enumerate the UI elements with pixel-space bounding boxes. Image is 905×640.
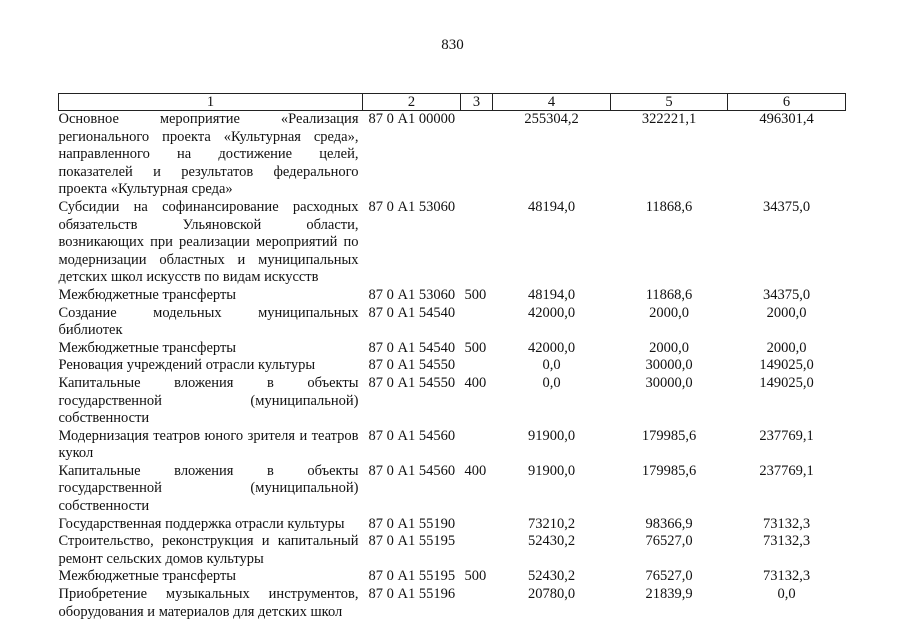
row-name: Государственная поддержка отрасли культуры [58, 515, 345, 532]
row-code: 87 0 А1 54540 [368, 304, 456, 321]
row-value-col4: 255304,2 [524, 111, 579, 127]
row-expense-type [461, 305, 493, 340]
row-value-col6: 496301,4 [759, 111, 814, 127]
row-expense-type [461, 586, 493, 621]
row-code: 87 0 А1 55195 [368, 568, 456, 585]
row-expense-type [461, 516, 493, 534]
row-value-col5: 30000,0 [645, 374, 693, 391]
row-value-col4: 48194,0 [527, 286, 576, 303]
row-code: 87 0 А1 53060 [368, 198, 456, 215]
table-row [59, 305, 846, 340]
row-value-col4: 42000,0 [527, 339, 576, 356]
row-code: 87 0 А1 54560 [368, 427, 456, 444]
row-value-col5: 2000,0 [649, 339, 689, 356]
header-cell-5: 5 [611, 94, 728, 111]
row-value-col6: 237769,1 [759, 427, 814, 444]
row-expense-type [461, 199, 493, 287]
row-name: Межбюджетные трансферты [58, 568, 237, 585]
table-row [59, 111, 846, 199]
table-header [59, 94, 846, 111]
row-name: Строительство, реконструкция и капитальный ремонт сельских домов культуры [58, 533, 359, 567]
row-name: Капитальные вложения в объекты государственной (муниципальной) собственности [58, 462, 359, 515]
row-value-col4: 0,0 [542, 357, 561, 374]
row-code: 87 0 А1 55195 [368, 533, 456, 550]
budget-table [58, 93, 846, 621]
row-name: Реновация учреждений отрасли культуры [58, 357, 316, 374]
row-value-col5: 98366,9 [645, 515, 693, 532]
row-value-col6: 34375,0 [762, 286, 811, 303]
row-name: Капитальные вложения в объекты государственной (муниципальной) собственности [58, 374, 359, 427]
table-body [59, 111, 846, 622]
table-row [59, 586, 846, 621]
row-value-col4: 0,0 [542, 374, 561, 391]
row-value-col6: 149025,0 [759, 374, 814, 391]
row-value-col5: 179985,6 [641, 462, 697, 479]
row-expense-type: 500 [464, 339, 487, 356]
row-code: 87 0 А1 53060 [368, 286, 456, 303]
row-code: 87 0 А1 55190 [368, 515, 456, 532]
row-code: 87 0 А1 00000 [368, 111, 456, 127]
header-cell-6: 6 [728, 94, 846, 111]
table-row [59, 199, 846, 287]
row-code: 87 0 А1 54550 [368, 357, 456, 374]
row-value-col5: 21839,9 [645, 586, 693, 603]
row-value-col6: 149025,0 [759, 357, 814, 374]
row-expense-type: 400 [464, 462, 487, 479]
row-value-col4: 91900,0 [527, 462, 576, 479]
row-value-col6: 2000,0 [766, 304, 807, 321]
table-row [59, 533, 846, 568]
row-value-col4: 52430,2 [527, 533, 576, 550]
row-value-col6: 34375,0 [762, 198, 811, 215]
row-expense-type: 500 [464, 286, 487, 303]
row-code: 87 0 А1 54550 [368, 374, 456, 391]
header-cell-1: 1 [59, 94, 363, 111]
row-value-col6: 73132,3 [762, 568, 811, 585]
row-value-col4: 48194,0 [527, 198, 576, 215]
row-expense-type [461, 111, 493, 199]
table-row [59, 463, 846, 516]
row-expense-type [461, 428, 493, 463]
row-expense-type [461, 533, 493, 568]
header-cell-4: 4 [493, 94, 611, 111]
row-value-col6: 73132,3 [762, 533, 811, 550]
page-number: 830 [441, 37, 464, 53]
row-name: Основное мероприятие «Реализация регионального проекта «Культурная среда», направленного на достижение целей, показателей и результатов федерального проекта «Культурная среда» [58, 111, 359, 198]
row-value-col4: 42000,0 [527, 304, 576, 321]
row-name: Создание модельных муниципальных библиотек [58, 304, 359, 339]
row-value-col6: 237769,1 [759, 462, 814, 479]
row-name: Межбюджетные трансферты [58, 286, 237, 303]
row-value-col5: 11868,6 [645, 198, 693, 215]
row-value-col5: 30000,0 [645, 357, 693, 374]
row-expense-type: 500 [464, 568, 487, 585]
row-value-col6: 73132,3 [762, 515, 811, 532]
row-name: Субсидии на софинансирование расходных обязательств Ульяновской области, возникающих при реализации мероприятий по модернизации областных и муниципальных детских школ искусств по видам искусств [58, 198, 359, 286]
table-row [59, 287, 846, 305]
row-value-col5: 179985,6 [641, 427, 697, 444]
row-value-col5: 322221,1 [641, 111, 697, 127]
row-value-col5: 76527,0 [645, 568, 693, 585]
table-row [59, 375, 846, 428]
row-expense-type [461, 357, 493, 375]
table-row [59, 340, 846, 358]
table-row [59, 357, 846, 375]
row-name: Модернизация театров юного зрителя и театров кукол [58, 427, 359, 462]
row-value-col4: 52430,2 [527, 568, 576, 585]
table-row [59, 428, 846, 463]
row-value-col5: 11868,6 [645, 286, 693, 303]
row-code: 87 0 А1 54560 [368, 462, 456, 479]
header-row [59, 94, 846, 111]
row-code: 87 0 А1 55196 [368, 586, 456, 603]
header-cell-3: 3 [461, 94, 493, 111]
row-value-col4: 91900,0 [527, 427, 576, 444]
table-row [59, 516, 846, 534]
header-cell-2: 2 [363, 94, 461, 111]
row-name: Межбюджетные трансферты [58, 339, 237, 356]
row-value-col6: 2000,0 [766, 339, 807, 356]
row-expense-type: 400 [464, 374, 487, 391]
row-value-col5: 2000,0 [649, 304, 689, 321]
row-value-col5: 76527,0 [645, 533, 693, 550]
row-code: 87 0 А1 54540 [368, 339, 456, 356]
row-value-col6: 0,0 [777, 586, 796, 603]
row-value-col4: 20780,0 [527, 586, 576, 603]
row-value-col4: 73210,2 [527, 515, 576, 532]
row-name: Приобретение музыкальных инструментов, оборудования и материалов для детских школ [58, 586, 359, 620]
table-row [59, 568, 846, 586]
